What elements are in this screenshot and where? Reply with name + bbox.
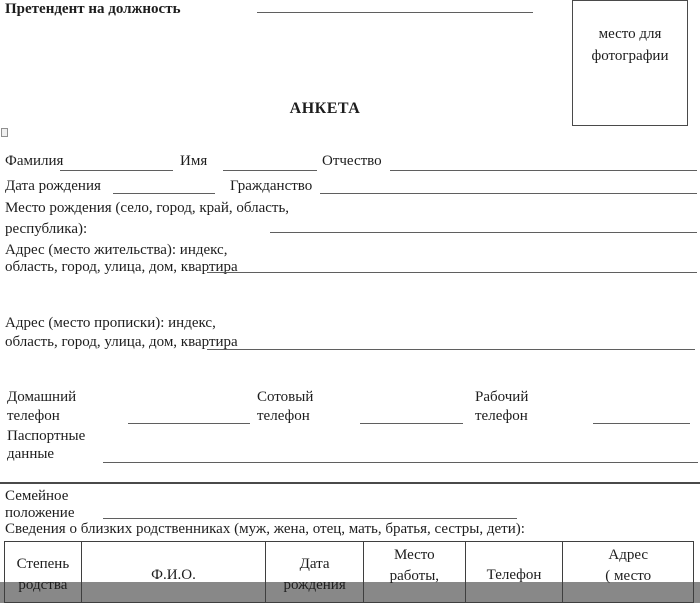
firstname-fill-line[interactable] (223, 170, 317, 171)
home-phone-label-line1: Домашний (7, 389, 77, 405)
section-separator-line (0, 482, 700, 484)
registration-address-fill-line[interactable] (207, 349, 695, 350)
position-fill-line[interactable] (257, 12, 533, 13)
work-phone-label-line1: Рабочий (475, 389, 529, 405)
birth-date-label: Дата рождения (5, 178, 101, 194)
passport-fill-line[interactable] (103, 462, 698, 463)
cell-phone-label-line2: телефон (257, 408, 310, 424)
relatives-table-header-workplace: Место работы, (363, 542, 465, 602)
photo-box-text-line1: место для (598, 26, 662, 42)
registration-address-label-line1: Адрес (место прописки): индекс, (5, 315, 216, 331)
patronymic-fill-line[interactable] (390, 170, 697, 171)
citizenship-fill-line[interactable] (320, 193, 697, 194)
anchor-marker-icon (1, 128, 8, 137)
relatives-table-header-phone: Телефон (465, 542, 563, 602)
photo-box-text-line2: фотографии (591, 48, 669, 64)
cell-phone-label-line1: Сотовый (257, 389, 314, 405)
registration-address-label-line2: область, город, улица, дом, квартира (5, 334, 238, 350)
residence-address-fill-line[interactable] (207, 272, 697, 273)
marital-status-label-line1: Семейное (5, 488, 69, 504)
birth-date-fill-line[interactable] (113, 193, 215, 194)
form-title: АНКЕТА (289, 100, 361, 117)
relatives-table-header-degree: Степень родства (16, 556, 70, 593)
citizenship-label: Гражданство (230, 178, 313, 194)
birth-place-label-line1: Место рождения (село, город, край, область, (5, 200, 290, 216)
relatives-heading: Сведения о близких родственниках (муж, жена, отец, мать, братья, сестры, дети): (5, 521, 525, 537)
marital-status-label-line2: положение (5, 505, 75, 521)
relatives-table-header-address: Адрес ( место (562, 542, 693, 602)
birth-place-fill-line[interactable] (270, 232, 697, 233)
relatives-table-header-fio: Ф.И.О. (81, 542, 265, 602)
residence-address-label-line2: область, город, улица, дом, квартира (5, 259, 238, 275)
cell-phone-fill-line[interactable] (360, 423, 463, 424)
patronymic-label: Отчество (322, 153, 382, 169)
passport-label-line1: Паспортные (7, 428, 86, 444)
passport-label-line2: данные (7, 446, 55, 462)
residence-address-label-line1: Адрес (место жительства): индекс, (5, 242, 228, 258)
home-phone-fill-line[interactable] (128, 423, 250, 424)
relatives-table (4, 541, 694, 603)
surname-label: Фамилия (5, 153, 64, 169)
work-phone-fill-line[interactable] (593, 423, 690, 424)
birth-place-label-line2: республика): (5, 221, 88, 237)
relatives-table-header-birthdate: Дата рождения (265, 542, 363, 602)
position-applicant-label: Претендент на должность (5, 1, 181, 17)
marital-status-fill-line[interactable] (103, 518, 517, 519)
home-phone-label-line2: телефон (7, 408, 60, 424)
surname-fill-line[interactable] (60, 170, 173, 171)
work-phone-label-line2: телефон (475, 408, 528, 424)
firstname-label: Имя (180, 153, 208, 169)
